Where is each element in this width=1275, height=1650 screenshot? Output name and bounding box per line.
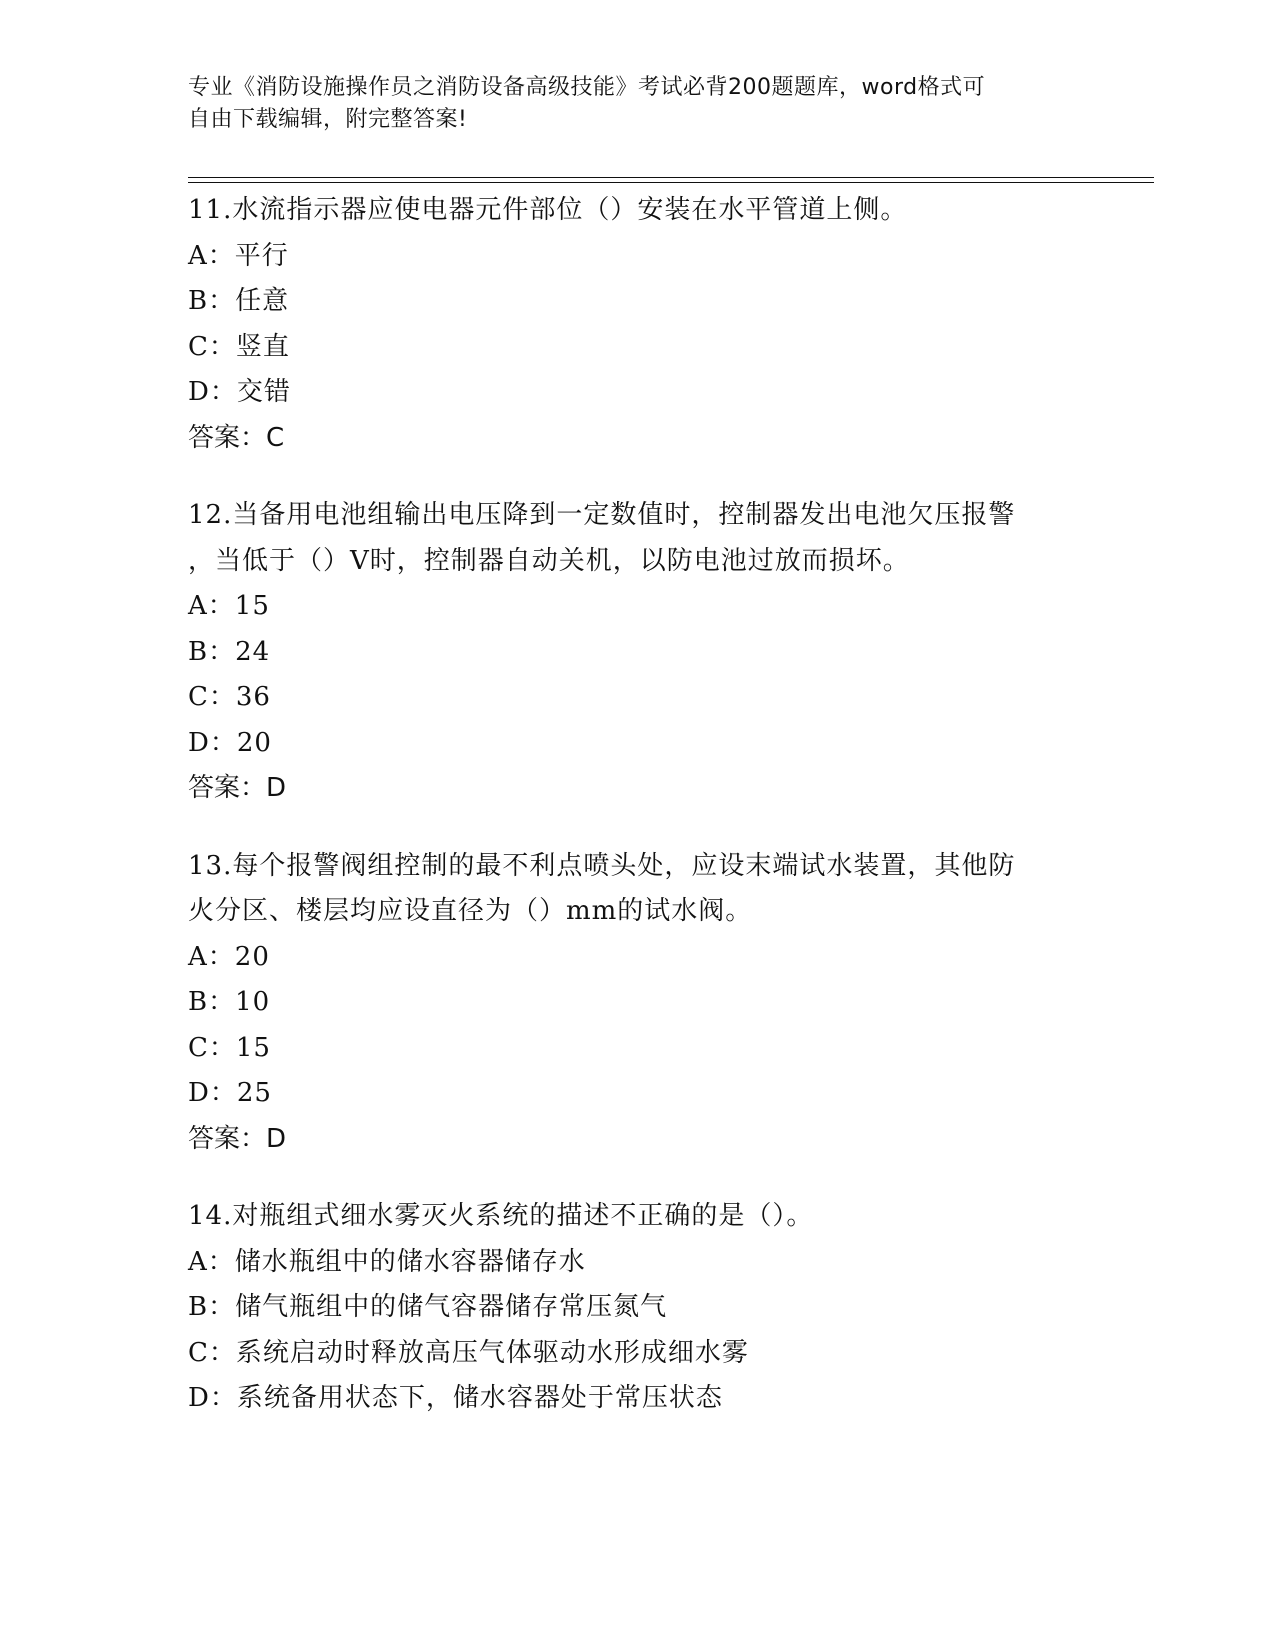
- question-list: [188, 188, 1088, 1454]
- option-b: B：储气瓶组中的储气容器储存常压氮气: [188, 1292, 668, 1322]
- option-c: C：15: [188, 1032, 271, 1063]
- option-d: D：系统备用状态下，储水容器处于常压状态: [188, 1383, 723, 1413]
- option-b: B：任意: [188, 286, 290, 316]
- header-title-line-1: 专业《消防设施操作员之消防设备高级技能》考试必背200题题库，word格式可: [188, 75, 986, 100]
- question-stem: 13.每个报警阀组控制的最不利点喷头处，应设末端试水装置，其他防: [188, 850, 1016, 881]
- question-11: [188, 188, 1088, 461]
- option-d: D：20: [188, 727, 272, 758]
- question-stem-continued: 火分区、楼层均应设直径为（）mm的试水阀。: [188, 896, 753, 926]
- question-14: [188, 1194, 1088, 1422]
- option-a: A：储水瓶组中的储水容器储存水: [188, 1246, 586, 1277]
- question-stem-continued: ，当低于（）V时，控制器自动关机，以防电池过放而损坏。: [188, 545, 910, 576]
- option-d: D：25: [188, 1078, 272, 1108]
- option-d: D：交错: [188, 377, 291, 407]
- answer-label: 答案：D: [188, 1123, 287, 1154]
- option-b: B：24: [188, 636, 271, 667]
- option-a: A：20: [188, 941, 270, 972]
- document-header: [188, 72, 1088, 136]
- question-12: [188, 493, 1088, 812]
- option-a: A：15: [188, 591, 270, 621]
- option-b: B：10: [188, 987, 271, 1017]
- option-c: C：竖直: [188, 331, 290, 362]
- question-stem: 11.水流指示器应使电器元件部位（）安装在水平管道上侧。: [188, 195, 908, 225]
- question-stem: 12.当备用电池组输出电压降到一定数值时，控制器发出电池欠压报警: [188, 500, 1016, 530]
- header-divider-bottom: [188, 182, 1154, 183]
- option-c: C：系统启动时释放高压气体驱动水形成细水雾: [188, 1337, 749, 1368]
- header-divider-top: [188, 177, 1154, 178]
- option-c: C：36: [188, 682, 271, 712]
- question-stem: 14.对瓶组式细水雾灭火系统的描述不正确的是（）。: [188, 1201, 814, 1231]
- header-title-line-2: 自由下载编辑，附完整答案!: [188, 107, 468, 132]
- answer-label: 答案：C: [188, 422, 285, 453]
- question-13: [188, 844, 1088, 1163]
- option-a: A：平行: [188, 240, 289, 271]
- answer-label: 答案：D: [188, 773, 287, 803]
